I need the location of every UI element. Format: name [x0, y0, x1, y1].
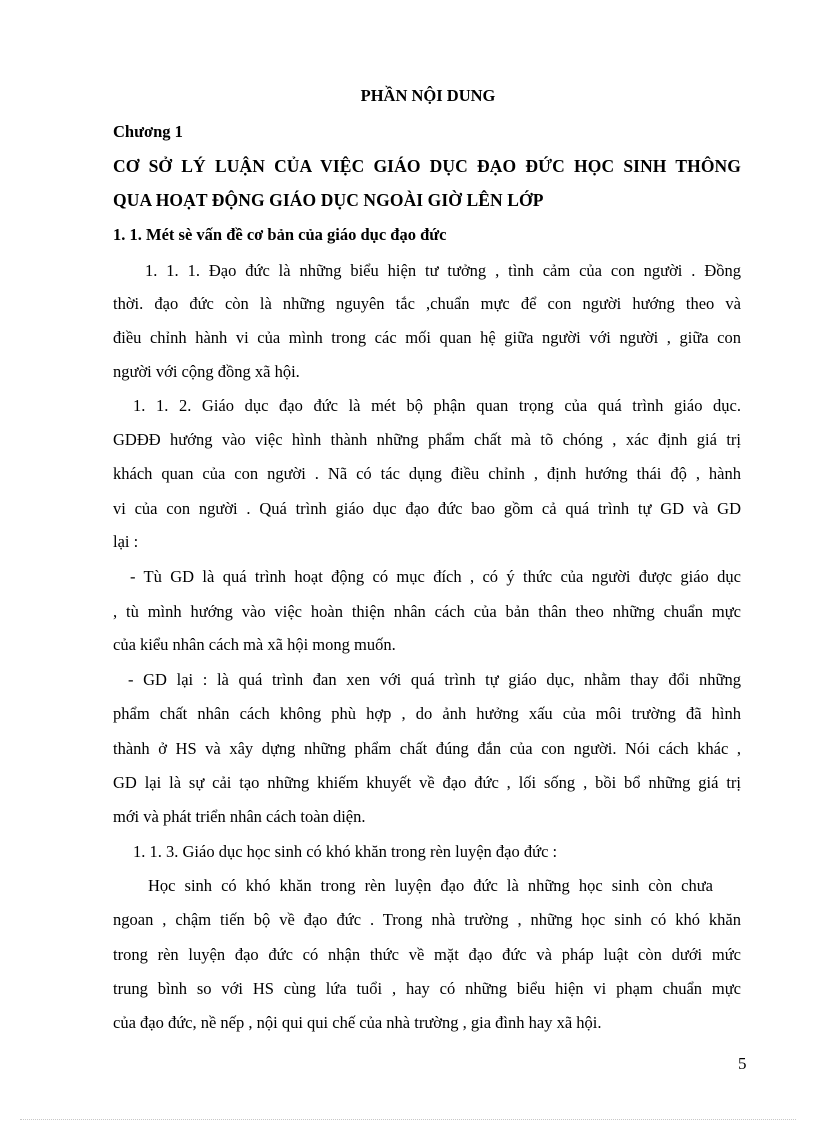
paragraph-line: điều chỉnh hành vi của mình trong các mối quan hệ giữa người với người , giữa con [113, 328, 741, 347]
paragraph-line: , tù mình hướng vào việc hoàn thiện nhân cách của bản thân theo những chuẩn mực [113, 602, 741, 621]
chapter-title-line-2: QUA HOẠT ĐỘNG GIÁO DỤC NGOÀI GIỜ LÊN LỚP [113, 190, 544, 210]
chapter-label: Chương 1 [113, 122, 183, 141]
paragraph-line: trong rèn luyện đạo đức có nhận thức về mặt đạo đức và pháp luật còn dưới mức [113, 945, 741, 964]
paragraph-line: GDĐĐ hướng vào việc hình thành những phẩm chất mà tõ chóng , xác định giá trị [113, 430, 741, 449]
paragraph-line: - GD lại : là quá trình đan xen với quá trình tự giáo dục, nhằm thay đổi những [128, 670, 741, 689]
paragraph-line: lại : [113, 532, 139, 551]
paragraph-line: thành ở HS và xây dựng những phẩm chất đúng đắn của con người. Nói cách khác , [113, 739, 741, 758]
paragraph-line: - Tù GD là quá trình hoạt động có mục đích , có ý thức của người được giáo dục [130, 567, 741, 586]
paragraph-line: khách quan của con người . Nã có tác dụng điều chỉnh , định hướng thái độ , hành [113, 464, 741, 483]
page-number: 5 [738, 1054, 747, 1073]
paragraph-line: vi của con người . Quá trình giáo dục đạo đức bao gồm cả quá trình tự GD và GD [113, 499, 741, 518]
part-title: PHẦN NỘI DUNG [360, 86, 496, 105]
paragraph-line: GD lại là sự cải tạo những khiếm khuyết về đạo đức , lối sống , bồi bổ những giá trị [113, 773, 741, 792]
paragraph-line: người với cộng đồng xã hội. [113, 362, 300, 381]
paragraph-line: của kiểu nhân cách mà xã hội mong muốn. [113, 635, 396, 654]
chapter-title-line-1: CƠ SỞ LÝ LUẬN CỦA VIỆC GIÁO DỤC ĐẠO ĐỨC HỌC SINH THÔNG [113, 156, 741, 176]
paragraph-line: thời. đạo đức còn là những nguyên tắc ,chuẩn mực để con người hướng theo và [113, 294, 741, 313]
paragraph-line: 1. 1. 1. Đạo đức là những biểu hiện tư tưởng , tình cảm của con người . Đồng [145, 261, 741, 280]
paragraph-line: ngoan , chậm tiến bộ về đạo đức . Trong nhà trường , những học sinh có khó khăn [113, 910, 741, 929]
paragraph-line: 1. 1. 2. Giáo dục đạo đức là mét bộ phận quan trọng của quá trình giáo dục. [133, 396, 741, 415]
paragraph-line: Học sinh có khó khăn trong rèn luyện đạo đức là những học sinh còn chưa [148, 876, 713, 895]
paragraph-line: 1. 1. 3. Giáo dục học sinh có khó khăn trong rèn luyện đạo đức : [133, 842, 558, 861]
footer-divider [20, 1119, 796, 1120]
paragraph-line: trung bình so với HS cùng lứa tuổi , hay có những biểu hiện vi phạm chuẩn mực [113, 979, 741, 998]
paragraph-line: mới và phát triển nhân cách toàn diện. [113, 807, 366, 826]
paragraph-line: phẩm chất nhân cách không phù hợp , do ảnh hưởng xấu của môi trường đã hình [113, 704, 741, 723]
section-heading: 1. 1. Mét sè vấn đề cơ bản của giáo dục đạo đức [113, 225, 447, 244]
paragraph-line: của đạo đức, nề nếp , nội qui qui chế của nhà trường , gia đình hay xã hội. [113, 1013, 602, 1032]
